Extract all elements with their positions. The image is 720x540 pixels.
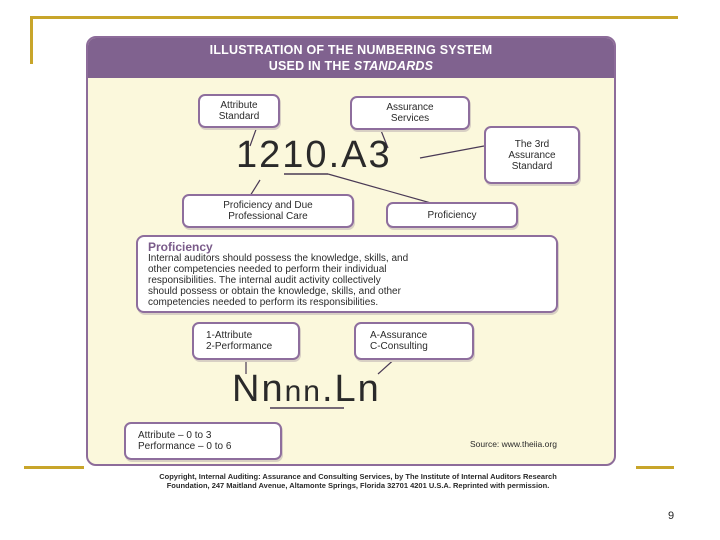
attribute-standard-box <box>198 94 280 128</box>
generic-standard-number <box>232 368 381 411</box>
page-number: 9 <box>668 510 675 522</box>
proficiency-box <box>386 202 518 228</box>
assurance-services-box <box>350 96 470 130</box>
assurance-services-line-2: Services <box>390 113 430 124</box>
example-number-part-2: 10 <box>282 134 329 176</box>
header-line-2-prefix: USED IN THE <box>268 59 354 73</box>
generic-number-part-1: Nn <box>232 368 285 410</box>
assurance-consulting-line-1: A-Assurance <box>370 330 428 341</box>
definition-title: Proficiency <box>148 240 213 254</box>
slide-top-rule <box>30 16 678 19</box>
slide-bottom-rule-left <box>24 466 84 469</box>
third-assurance-line-2: Assurance <box>508 149 556 161</box>
assurance-services-line-1: Assurance <box>386 102 434 113</box>
third-assurance-box <box>484 126 580 184</box>
range-line-2: Performance – 0 to 6 <box>138 441 232 452</box>
attribute-performance-box <box>192 322 300 360</box>
header-line-1: ILLUSTRATION OF THE NUMBERING SYSTEM <box>209 43 493 57</box>
proficiency-due-care-line-2: Professional Care <box>228 211 308 222</box>
range-box <box>124 422 282 460</box>
example-number-part-1: 12 <box>236 134 283 176</box>
definition-line-1: Internal auditors should possess the knowledge, skills, and <box>148 253 409 264</box>
example-standard-number <box>236 134 392 177</box>
attribute-standard-line-1: Attribute <box>220 100 258 111</box>
proficiency-definition-box <box>136 235 558 313</box>
definition-line-5: competencies needed to perform its responsibilities. <box>148 297 379 308</box>
proficiency-due-care-line-1: Proficiency and Due <box>223 200 313 211</box>
example-number-part-3: .A3 <box>328 134 392 176</box>
generic-number-part-2: nn <box>284 375 322 408</box>
definition-line-3: responsibilities. The internal audit activity collectively <box>148 275 381 286</box>
slide-left-rule <box>30 16 33 64</box>
third-assurance-line-3: Standard <box>511 160 553 172</box>
assurance-consulting-box <box>354 322 474 360</box>
copyright-line-1: Copyright, Internal Auditing: Assurance and Consulting Services, by The Institute of Internal Auditors Research <box>159 472 557 481</box>
definition-line-2: other competencies needed to perform their individual <box>148 264 387 275</box>
connector-third <box>420 146 484 158</box>
attribute-performance-line-2: 2-Performance <box>206 341 273 352</box>
third-assurance-line-1: The 3rd <box>514 138 550 150</box>
proficiency-label: Proficiency <box>427 209 477 221</box>
copyright-notice <box>78 472 638 490</box>
generic-number-part-3: .Ln <box>321 368 381 410</box>
source-credit: Source: www.theiia.org <box>470 439 557 449</box>
header-line-2-italic: STANDARDS <box>353 59 434 73</box>
assurance-consulting-line-2: C-Consulting <box>370 341 428 352</box>
definition-line-4: should possess or obtain the knowledge, skills, and other <box>148 286 401 297</box>
numbering-system-card <box>86 36 616 466</box>
proficiency-due-care-box <box>182 194 354 228</box>
copyright-line-2: Foundation, 247 Maitland Avenue, Altamonte Springs, Florida 32701 4201 U.S.A. Reprinted with permission. <box>166 481 550 490</box>
attribute-standard-line-2: Standard <box>218 111 260 122</box>
attribute-performance-line-1: 1-Attribute <box>206 330 253 341</box>
range-line-1: Attribute – 0 to 3 <box>138 430 212 441</box>
slide-bottom-rule-right <box>636 466 674 469</box>
